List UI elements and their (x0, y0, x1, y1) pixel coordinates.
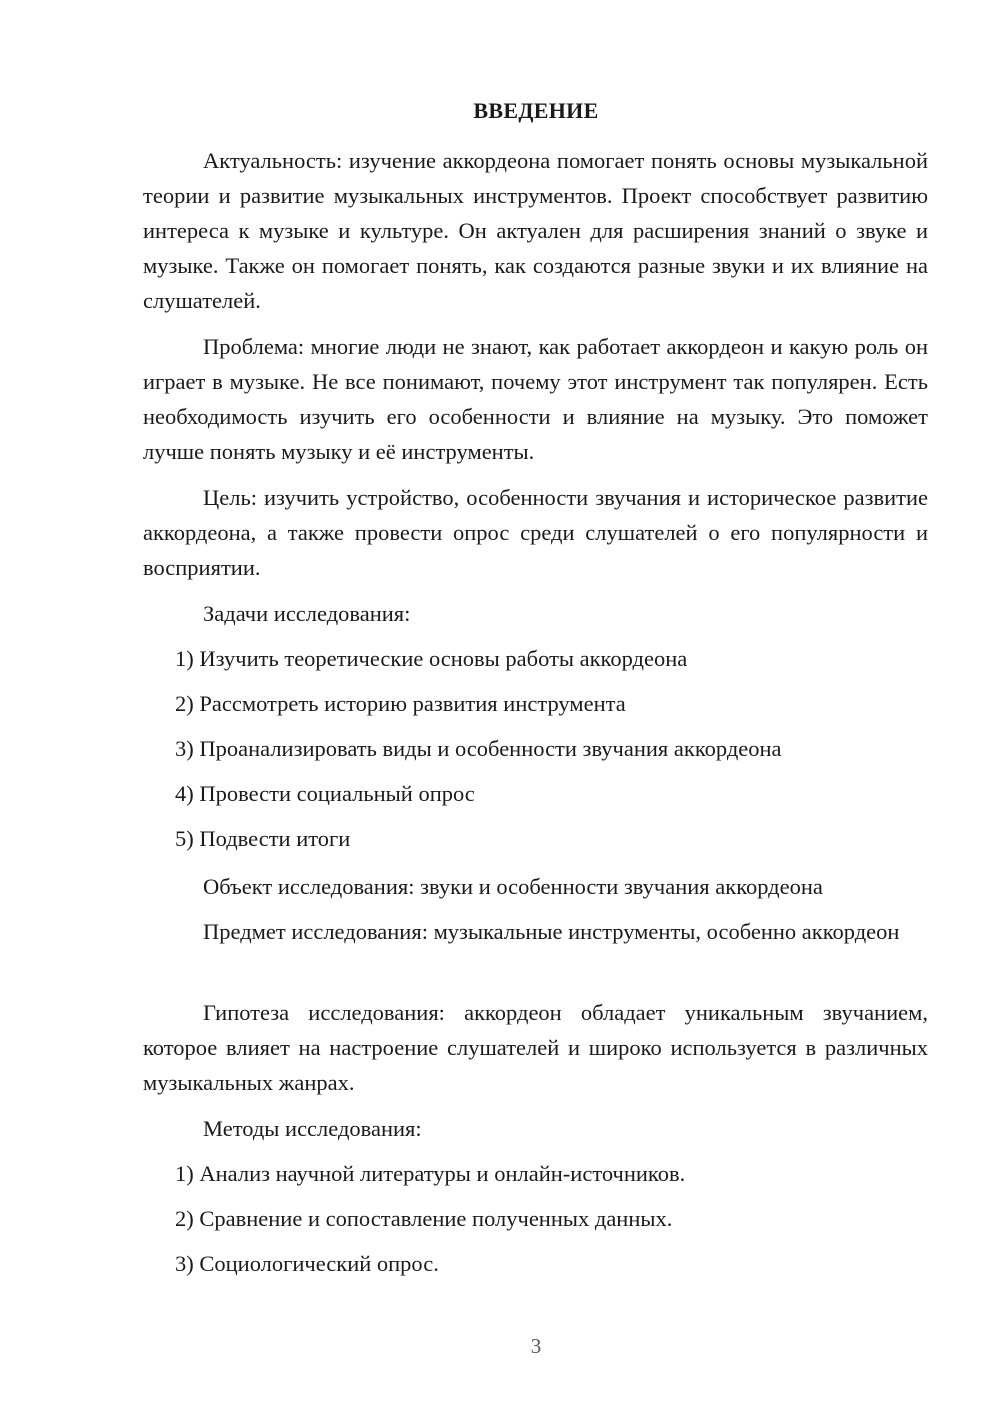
task-item: 1) Изучить теоретические основы работы аккордеона (175, 646, 688, 671)
subject-paragraph: Предмет исследования: музыкальные инструменты, особенно аккордеон (203, 919, 900, 944)
tasks-title: Задачи исследования: (203, 601, 411, 626)
task-item: 2) Рассмотреть историю развития инструмента (175, 691, 626, 716)
hypothesis-paragraph: Гипотеза исследования: аккордеон обладает уникальным звучанием, которое влияет на настроение слушателей и широко используется в различных музыкальных жанрах. (143, 1000, 928, 1095)
method-item: 2) Сравнение и сопоставление полученных данных. (175, 1206, 673, 1231)
method-item: 1) Анализ научной литературы и онлайн-источников. (175, 1161, 686, 1186)
relevance-paragraph: Актуальность: изучение аккордеона помогает понять основы музыкальной теории и развитие музыкальных инструментов. Проект способствует развитию интереса к музыке и культуре. Он актуален для расширения знаний о звуке и музыке. Также он помогает понять, как создаются разные звуки и их влияние на слушателей. (143, 148, 928, 313)
hypothesis-section (143, 995, 928, 1100)
tasks-section (143, 596, 928, 856)
task-item: 5) Подвести итоги (175, 826, 351, 851)
method-item: 3) Социологический опрос. (175, 1251, 439, 1276)
task-item: 3) Проанализировать виды и особенности звучания аккордеона (175, 736, 782, 761)
task-item: 4) Провести социальный опрос (175, 781, 475, 806)
goal-paragraph: Цель: изучить устройство, особенности звучания и историческое развитие аккордеона, а также провести опрос среди слушателей о его популярности и восприятии. (143, 485, 928, 580)
methods-title: Методы исследования: (203, 1116, 422, 1141)
goal-section (143, 480, 928, 585)
page-heading: ВВЕДЕНИЕ (473, 98, 599, 123)
problem-section (143, 329, 928, 469)
object-section (143, 869, 928, 904)
problem-paragraph: Проблема: многие люди не знают, как работает аккордеон и какую роль он играет в музыке. Не все понимают, почему этот инструмент так популярен. Есть необходимость изучить его особенности и влияние на музыку. Это поможет лучше понять музыку и её инструменты. (143, 334, 928, 464)
page-number: 3 (530, 1334, 542, 1358)
object-paragraph: Объект исследования: звуки и особенности звучания аккордеона (203, 874, 823, 899)
relevance-section (143, 143, 928, 318)
subject-section (143, 914, 928, 949)
methods-section (143, 1111, 928, 1281)
